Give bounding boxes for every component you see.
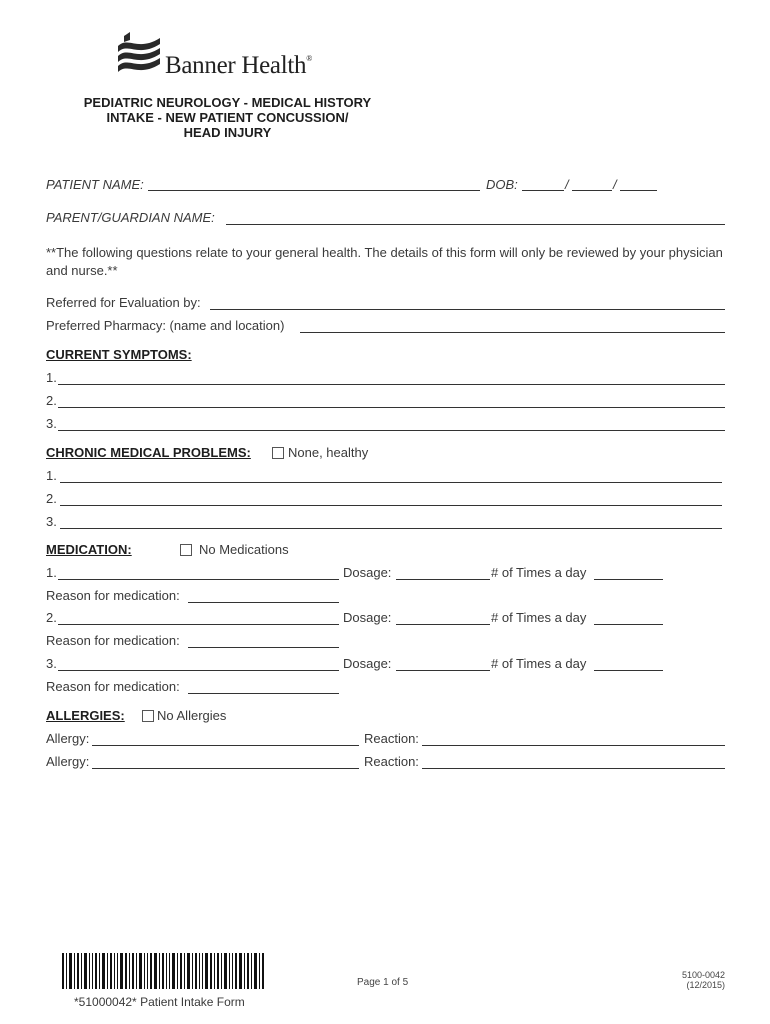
referred-by-label: Referred for Evaluation by:: [46, 295, 201, 310]
reaction-label: Reaction:: [364, 754, 419, 769]
medication-3-times-field[interactable]: [594, 670, 663, 671]
no-allergies-checkbox[interactable]: [142, 710, 154, 722]
medication-3-name-field[interactable]: [58, 670, 339, 671]
no-allergies-label: No Allergies: [157, 708, 227, 723]
reaction-label: Reaction:: [364, 731, 419, 746]
none-healthy-label: None, healthy: [288, 445, 369, 460]
dob-label: DOB:: [486, 177, 518, 192]
symptom-number: 3.: [46, 416, 57, 431]
form-title-line-2: INTAKE - NEW PATIENT CONCUSSION/: [106, 110, 349, 125]
guardian-name-field[interactable]: [226, 224, 725, 225]
dosage-label: Dosage:: [343, 610, 392, 625]
medication-number: 3.: [46, 656, 57, 671]
form-number: 5100-0042: [681, 970, 725, 980]
symptom-1-field[interactable]: [58, 384, 725, 385]
chronic-number: 1.: [46, 468, 57, 483]
pharmacy-label: Preferred Pharmacy: (name and location): [46, 318, 285, 333]
referred-by-field[interactable]: [210, 309, 725, 310]
banner-health-logo-icon: [116, 30, 162, 80]
no-medications-checkbox[interactable]: [180, 544, 192, 556]
medication-heading: MEDICATION:: [46, 542, 132, 557]
allergy-1-field[interactable]: [92, 745, 359, 746]
medication-2-name-field[interactable]: [58, 624, 339, 625]
dosage-label: Dosage:: [343, 565, 392, 580]
medication-2-times-field[interactable]: [594, 624, 663, 625]
medication-3-dosage-field[interactable]: [396, 670, 490, 671]
none-healthy-checkbox[interactable]: [272, 447, 284, 459]
dob-separator: /: [613, 177, 617, 192]
times-per-day-label: # of Times a day: [491, 656, 587, 671]
times-per-day-label: # of Times a day: [491, 565, 587, 580]
medication-3-reason-field[interactable]: [188, 693, 339, 694]
chronic-number: 3.: [46, 514, 57, 529]
medication-1-reason-field[interactable]: [188, 602, 339, 603]
medication-2-dosage-field[interactable]: [396, 624, 490, 625]
patient-name-field[interactable]: [148, 190, 480, 191]
privacy-notice: **The following questions relate to your general health. The details of this form will only be reviewed by your physician and nurse.**: [46, 245, 723, 278]
barcode: [62, 953, 264, 989]
medication-1-name-field[interactable]: [58, 579, 339, 580]
no-medications-label: No Medications: [199, 542, 289, 557]
medication-1-times-field[interactable]: [594, 579, 663, 580]
allergy-label: Allergy:: [46, 754, 90, 769]
symptom-number: 1.: [46, 370, 57, 385]
symptom-3-field[interactable]: [58, 430, 725, 431]
page-number: Page 1 of 5: [357, 977, 409, 988]
medication-2-reason-field[interactable]: [188, 647, 339, 648]
form-title-line-1: PEDIATRIC NEUROLOGY - MEDICAL HISTORY: [83, 95, 372, 110]
dob-separator: /: [565, 177, 569, 192]
form-date: (12/2015): [686, 980, 725, 990]
symptom-number: 2.: [46, 393, 57, 408]
allergy-label: Allergy:: [46, 731, 90, 746]
times-per-day-label: # of Times a day: [491, 610, 587, 625]
current-symptoms-heading: CURRENT SYMPTOMS:: [46, 347, 192, 362]
chronic-2-field[interactable]: [60, 505, 722, 506]
form-title-line-3: HEAD INJURY: [183, 125, 272, 140]
brand-name: Banner Health®: [165, 52, 312, 79]
chronic-problems-heading: CHRONIC MEDICAL PROBLEMS:: [46, 445, 251, 460]
pharmacy-field[interactable]: [300, 332, 725, 333]
reason-label: Reason for medication:: [46, 588, 180, 603]
barcode-caption: *51000042* Patient Intake Form: [74, 995, 245, 1009]
allergies-heading: ALLERGIES:: [46, 708, 125, 723]
chronic-1-field[interactable]: [60, 482, 722, 483]
reason-label: Reason for medication:: [46, 633, 180, 648]
guardian-name-label: PARENT/GUARDIAN NAME:: [46, 210, 215, 225]
reason-label: Reason for medication:: [46, 679, 180, 694]
chronic-number: 2.: [46, 491, 57, 506]
chronic-3-field[interactable]: [60, 528, 722, 529]
medication-number: 2.: [46, 610, 57, 625]
reaction-1-field[interactable]: [422, 745, 725, 746]
medication-1-dosage-field[interactable]: [396, 579, 490, 580]
allergy-2-field[interactable]: [92, 768, 359, 769]
reaction-2-field[interactable]: [422, 768, 725, 769]
dosage-label: Dosage:: [343, 656, 392, 671]
dob-month-field[interactable]: [522, 190, 564, 191]
medication-number: 1.: [46, 565, 57, 580]
dob-day-field[interactable]: [572, 190, 612, 191]
dob-year-field[interactable]: [620, 190, 657, 191]
patient-name-label: PATIENT NAME:: [46, 177, 144, 192]
symptom-2-field[interactable]: [58, 407, 725, 408]
